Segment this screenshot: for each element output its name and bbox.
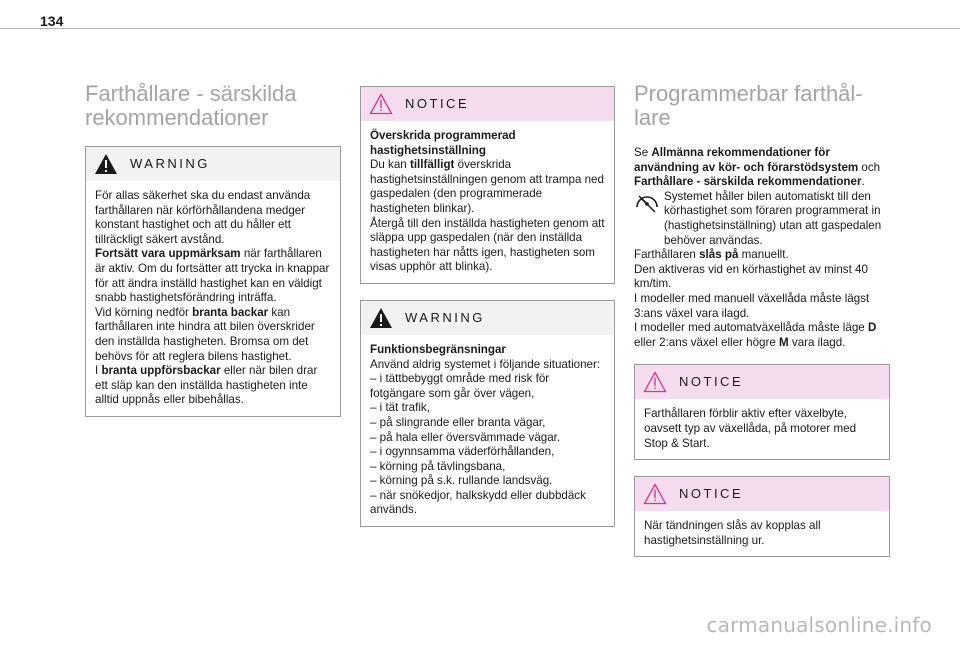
notice-triangle-icon [643, 371, 667, 393]
notice-body [635, 399, 889, 459]
paragraph: I branta uppförsbackar eller när bilen drar ett släp kan den inställda hastigheten inte alltid uppnås eller bibehållas. [95, 364, 318, 407]
section-title-cruise-recommendations: Farthållare - särskilda rekommendationer [85, 81, 297, 130]
warning-box [85, 146, 341, 417]
warning-box-limits [360, 300, 615, 527]
list-item: – när snökedjor, halkskydd eller dubbdäck används. [370, 488, 586, 517]
paragraph: Systemet håller bilen automatiskt till den körhastighet som föraren programmerat in (hastighetsinställning) utan att gaspedalen behöver användas. [664, 189, 882, 247]
notice-header [635, 365, 889, 399]
notice-box [634, 476, 890, 557]
warning-label: WARNING [405, 309, 485, 325]
paragraph: Farthållaren förblir aktiv efter växelbyte, oavsett typ av växellåda, på motorer med Stop & Start. [644, 407, 857, 450]
warning-heading: Funktionsbegränsningar [370, 342, 506, 356]
notice-header [635, 477, 889, 511]
notice-body [635, 511, 889, 556]
page-number: 134 [40, 13, 64, 29]
cruise-description-row [634, 190, 890, 248]
column-2 [360, 86, 615, 543]
notice-triangle-icon [369, 93, 393, 115]
paragraph: Fortsätt vara uppmärksam när farthållaren är aktiv. Om du fortsätter att trycka in knappar för att ändra inställd hastighet kan en väldigt snabb hastighetsförändring inträffa. [95, 247, 330, 305]
notice-box [634, 364, 890, 460]
header-rule [0, 28, 960, 29]
notice-body [361, 121, 614, 283]
paragraph: För allas säkerhet ska du endast använda farthållaren när körförhållandena medger konstant hastighet och att du håller ett tillräckligt säkert avstånd. [95, 189, 311, 246]
column-1 [85, 82, 341, 433]
warning-body [361, 335, 614, 526]
list-item: – på slingrande eller branta vägar, [370, 415, 546, 429]
warning-label: WARNING [130, 155, 210, 171]
paragraph: Vid körning nedför branta backar kan farthållaren inte hindra att bilen överskrider den inställda hastigheten. Bromsa om det behövs för att reglera bilens hastighet. [95, 305, 315, 363]
paragraph: I modeller med automatväxellåda måste läge D eller 2:ans växel eller högre M vara ilagd. [634, 321, 877, 349]
list-item: – körning på tävlingsbana, [370, 459, 506, 473]
intro-text [634, 146, 890, 350]
list-item: – på hala eller översvämmade vägar. [370, 430, 561, 444]
notice-triangle-icon [643, 483, 667, 505]
column-3 [634, 82, 890, 573]
notice-label: NOTICE [405, 95, 470, 111]
list-item: – i tät trafik, [370, 401, 430, 415]
warning-body [86, 181, 340, 416]
warning-header [361, 301, 614, 335]
notice-header [361, 87, 614, 121]
warning-triangle-icon [369, 307, 393, 329]
paragraph: Använd aldrig systemet i följande situationer: [370, 357, 601, 371]
paragraph: Se Allmänna rekommendationer för användning av kör- och förarstödsystem och Farthållare - särskilda rekommendationer. [634, 146, 881, 189]
list-item: – i tättbebyggt område med risk för fotgängare som går över vägen, [370, 372, 550, 400]
paragraph: Farthållaren slås på manuellt. [634, 248, 789, 262]
warning-triangle-icon [94, 153, 118, 175]
warning-header [86, 147, 340, 181]
watermark: carmanualsonline.info [706, 613, 932, 637]
section-title-programmable-cruise: Programmerbar farthål-lare [634, 81, 863, 130]
notice-box [360, 86, 615, 284]
list-item: – körning på s.k. rullande landsväg. [370, 474, 553, 488]
paragraph: Du kan tillfälligt överskrida hastighetsinställningen genom att trampa ned gaspedalen (den programmerade hastigheten blinkar). [370, 158, 604, 215]
notice-heading: Överskrida programmerad hastighetsinställning [370, 129, 516, 157]
notice-label: NOTICE [679, 374, 744, 390]
paragraph: Återgå till den inställda hastigheten genom att släppa upp gaspedalen (när den inställda hastigheten har nåtts igen, hastigheten som visas upphör att blinka). [370, 216, 605, 274]
notice-label: NOTICE [679, 485, 744, 501]
paragraph: När tändningen slås av kopplas all hastighetsinställning ur. [644, 519, 821, 547]
paragraph: Den aktiveras vid en körhastighet av minst 40 km/tim. [634, 262, 868, 291]
list-item: – i ogynnsamma väderförhållanden, [370, 445, 555, 459]
paragraph: I modeller med manuell växellåda måste lägst 3:ans växel vara ilagd. [634, 291, 870, 320]
speedometer-icon [634, 190, 660, 214]
